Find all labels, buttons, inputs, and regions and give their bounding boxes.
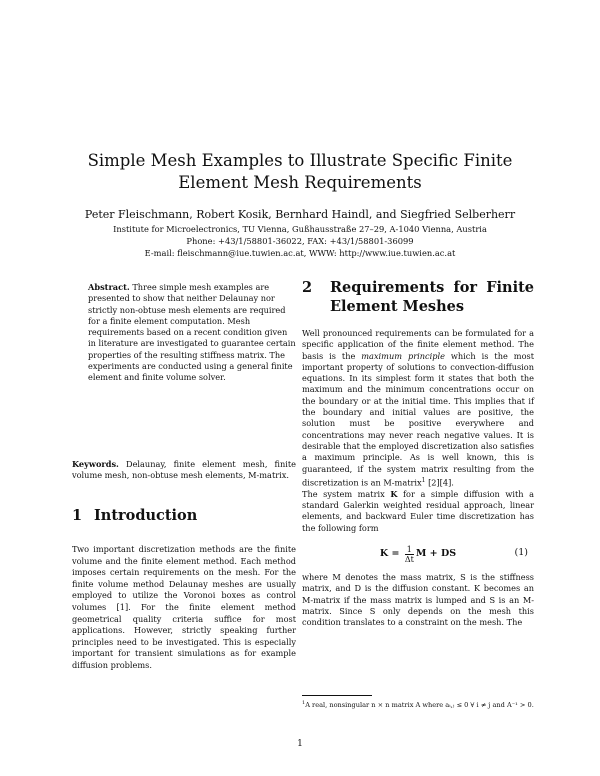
fraction-numerator: 1: [406, 544, 412, 554]
section-2-paragraph-1: [302, 328, 534, 489]
section-2-heading: [302, 278, 534, 316]
p1-text-c: [2][4].: [425, 477, 454, 488]
equation-lhs: K =: [379, 548, 403, 560]
p1-emphasis: maximum principle: [361, 350, 445, 361]
abstract-label: Abstract.: [88, 282, 130, 292]
section-1-heading: [72, 507, 197, 524]
keywords: [72, 459, 296, 482]
footnote-mark: 1: [302, 700, 306, 706]
p1-text-b: which is the most important property of solutions to convection-diffusion equations. In its simplest form it states that both the maximum and the minimum concentrations occur on the boundary or at the initial time. This implies that if the boundary and initial values are positive, the solution must be positive everywhere and concentrations may never reach negative values. It is desirable that the employed discretization also satisfies a maximum principle. As is well known, this is guaranteed, if the system matrix resulting from the discretization is an M-matrix: [302, 350, 534, 488]
section-1-body: Two important discretization methods are the finite volume and the finite element method. Each method imposes certain requirements on the mesh. For the finite volume method Delaunay meshes are usually employed to utilize the Voronoi boxes as control volumes [1]. For the finite element method geometrical quality criteria suffice for most applications. However, strictly speaking further principles need to be investigated. This is especially important for transient simulations as for example diffusion problems.: [72, 544, 296, 670]
section-1-number: 1: [72, 507, 83, 524]
section-2-number: 2: [302, 279, 313, 296]
abstract: [88, 282, 296, 384]
email-www: E-mail: fleischmann@iue.tuwien.ac.at, WWW: http://www.iue.tuwien.ac.at: [144, 248, 456, 258]
footnote-rule: [302, 695, 372, 696]
section-2-title-word-1: Requirements: [330, 279, 445, 296]
section-2-title-word-3: Finite: [486, 279, 534, 296]
section-2-paragraph-3: where M denotes the mass matrix, S is the stiffness matrix, and D is the diffusion constant. K becomes an M-matrix if the mass matrix is lumped and S is an M-matrix. Since S only depends on the mesh this condition translates to a constraint on the mesh. The: [302, 572, 534, 628]
phone-fax: Phone: +43/1/58801-36022, FAX: +43/1/58801-36099: [186, 236, 414, 246]
p2-text-a: The system matrix: [302, 488, 391, 499]
right-column: [302, 278, 534, 629]
keywords-text: Delaunay, finite element mesh, finite volume mesh, non-obtuse mesh elements, M-matrix.: [72, 459, 296, 481]
section-1-title: Introduction: [94, 507, 198, 524]
abstract-text: Three simple mesh examples are presented to show that neither Delaunay nor strictly non-obtuse mesh elements are required for a finite element computation. Mesh requirements based on a recent condition given in literature are investigated to guarantee certain properties of the resulting stiffness matrix. The experiments are conducted using a general finite element and finite volume solver.: [88, 282, 296, 383]
left-column: [72, 282, 294, 384]
section-2-title-line-2: Element Meshes: [330, 298, 465, 315]
section-2-paragraph-2: [302, 489, 534, 534]
page-number: 1: [297, 739, 303, 749]
footnote-ref: 1: [421, 476, 426, 484]
p2-text-b: for a simple diffusion with a standard Galerkin weighted residual approach, linear elements, and backward Euler time discretization has the following form: [302, 488, 534, 533]
equation-number: (1): [514, 547, 528, 559]
p2-symbol-K: K: [390, 488, 398, 499]
keywords-label: Keywords.: [72, 459, 119, 469]
section-2-title-word-2: for: [453, 279, 478, 296]
footnote-text: A real, nonsingular n × n matrix A where aᵢ,ⱼ ≤ 0 ∀ i ≠ j and A⁻¹ > 0.: [305, 701, 534, 710]
equation-fraction: [405, 545, 414, 564]
paper-title: Simple Mesh Examples to Illustrate Specific Finite Element Mesh Requirements: [87, 151, 513, 192]
equation-rhs: M + DS: [415, 548, 457, 560]
fraction-denominator: Δt: [404, 554, 414, 564]
paper-authors: Peter Fleischmann, Robert Kosik, Bernhard Haindl, and Siegfried Selberherr: [84, 208, 516, 221]
equation-1: [302, 540, 534, 568]
section-2-body: [302, 328, 534, 629]
footnote: [302, 699, 534, 710]
affiliation: Institute for Microelectronics, TU Vienna, Gußhausstraße 27–29, A-1040 Vienna, Austria: [113, 224, 487, 234]
p1-text-a: Well pronounced requirements can be formulated for a specific application of the finite element method. The basis is the: [302, 328, 534, 361]
